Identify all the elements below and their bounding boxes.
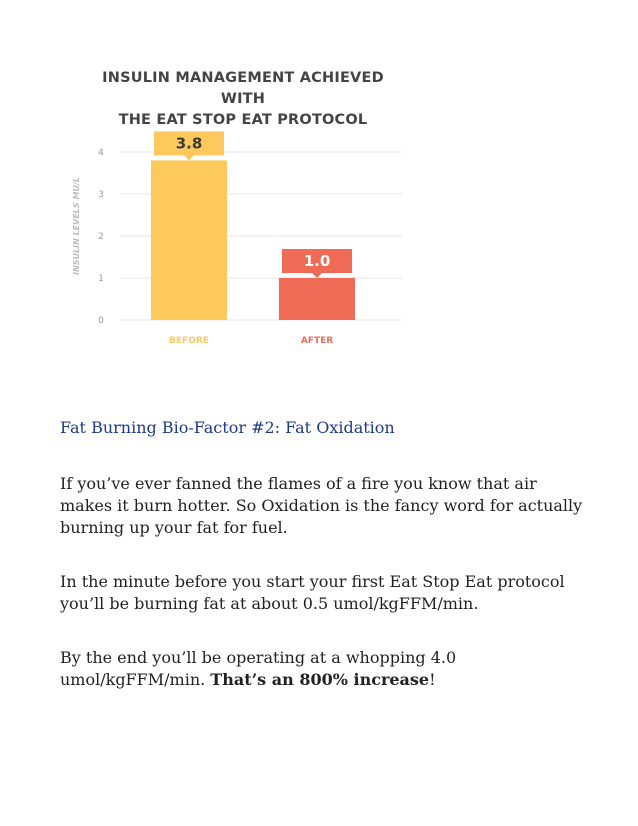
insulin-chart [60, 60, 420, 360]
bar-after [279, 278, 355, 320]
value-label-before: 3.8 [175, 134, 203, 153]
paragraph-baseline-rate: In the minute before you start your first Eat Stop Eat protocol you’ll be burning fat at about 0.5 umol/kgFFM/min. [60, 572, 565, 613]
end-punctuation: ! [429, 670, 436, 689]
category-label-before: BEFORE [169, 336, 209, 346]
y-tick-label: 4 [98, 148, 104, 158]
section-heading: Fat Burning Bio-Factor #2: Fat Oxidation [60, 418, 395, 437]
y-tick-label: 3 [98, 190, 104, 200]
paragraph-end-rate [60, 647, 590, 691]
chart-title-line1: INSULIN MANAGEMENT ACHIEVED WITH [102, 70, 384, 107]
bar-chart-canvas [60, 60, 420, 360]
paragraph-oxidation-intro: If you’ve ever fanned the flames of a fire you know that air makes it burn hotter. So Oxidation is the fancy word for actually burning up your fat for fuel. [60, 474, 583, 537]
category-label-after: AFTER [300, 336, 334, 346]
end-rate-text: By the end you’ll be operating at a whopping 4.0 umol/kgFFM/min. [60, 648, 457, 689]
y-axis-label: INSULIN LEVELS MU/L [72, 177, 81, 275]
y-tick-label: 1 [98, 274, 104, 284]
y-tick-label: 2 [98, 232, 104, 242]
y-tick-label: 0 [98, 316, 104, 326]
value-label-after: 1.0 [303, 252, 331, 270]
chart-title-line2: THE EAT STOP EAT PROTOCOL [118, 112, 368, 128]
increase-claim: That’s an 800% increase [210, 670, 430, 689]
bar-before [151, 160, 227, 320]
